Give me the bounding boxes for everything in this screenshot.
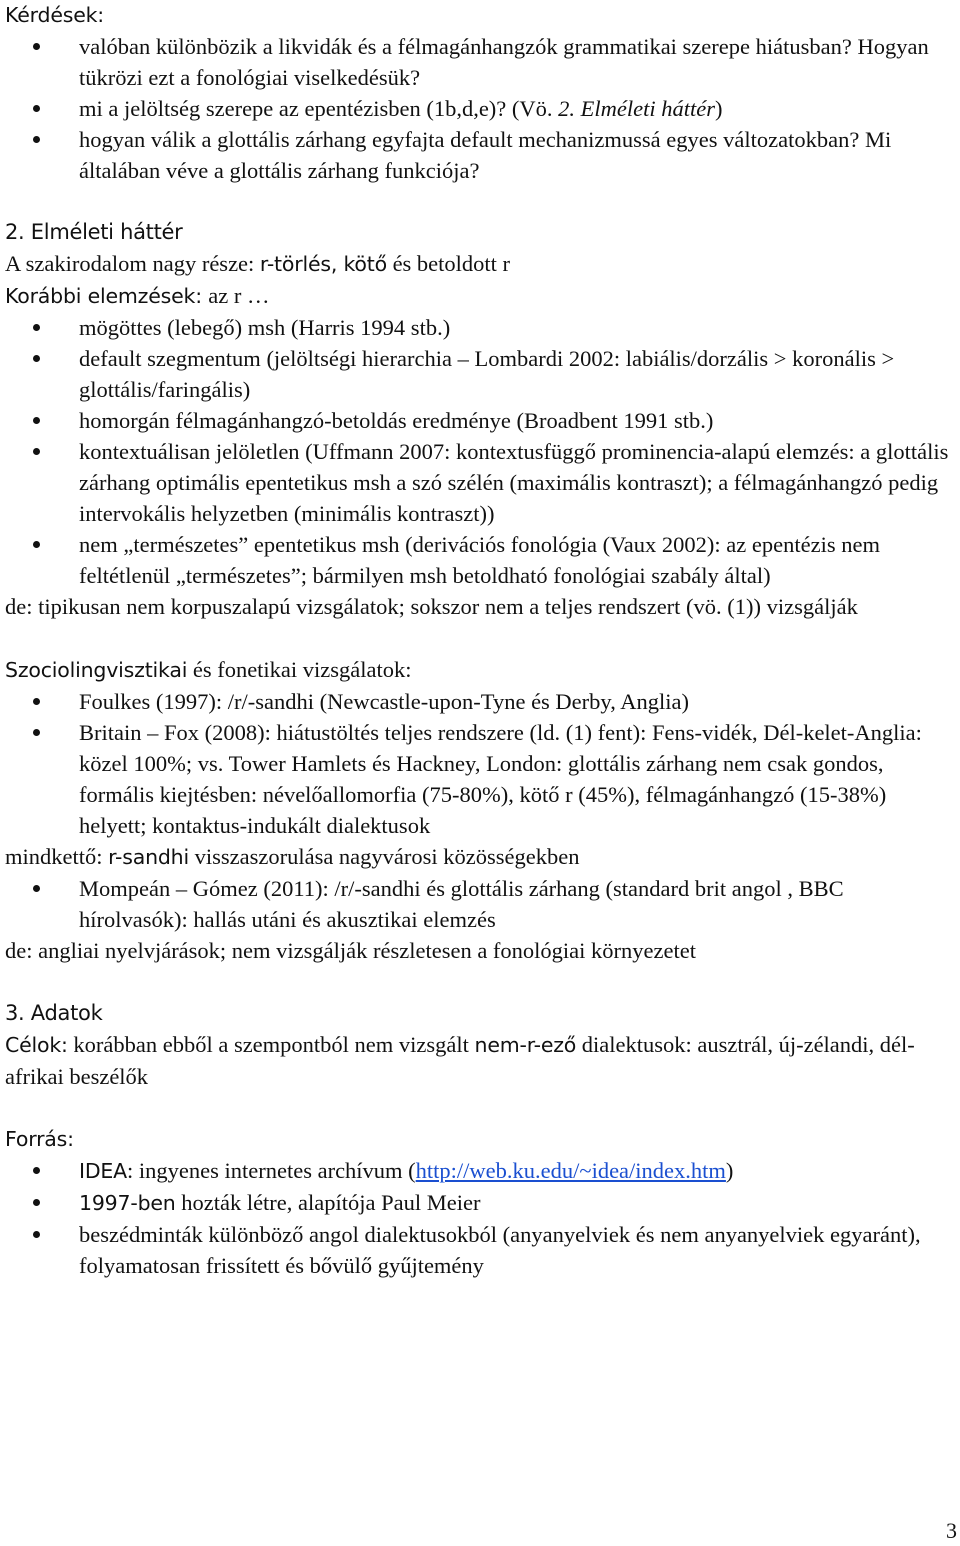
source-heading: Forrás: (5, 1127, 74, 1151)
document-page (5, 0, 953, 1281)
list-item: beszédminták különböző angol dialektusokból (anyanyelviek és nem anyanyelviek egyaránt), folyamatosan frissített és bővülő gyűjtemény (5, 1219, 953, 1281)
list-item: Foulkes (1997): /r/-sandhi (Newcastle-upon-Tyne és Derby, Anglia) (5, 686, 953, 717)
list-item-text: mi a jelöltség szerepe az epentézisben (1b,d,e)? (Vö. (79, 96, 559, 121)
section-heading: 2. Elméleti háttér (5, 220, 183, 244)
note-paragraph: de: angliai nyelvjárások; nem vizsgálják részletesen a fonológiai környezetet (5, 938, 696, 963)
list-item: IDEA: ingyenes internetes archívum (http://web.ku.edu/~idea/index.htm) (5, 1155, 953, 1187)
list-item: Mompeán – Gómez (2011): /r/-sandhi és glottális zárhang (standard brit angol , BBC hírolvasók): hallás utáni és akusztikai elemzés (5, 873, 953, 935)
list-item: hogyan válik a glottális zárhang egyfajta default mechanizmussá egyes változatokban? Mi általában véve a glottális zárhang funkciója? (5, 124, 953, 186)
socio-list-2 (5, 873, 953, 935)
paragraph: Célok: korábban ebből a szempontból nem vizsgált nem-r-ező dialektusok: ausztrál, új-zélandi, dél-afrikai beszélők (5, 1032, 915, 1089)
questions-heading: Kérdések: (5, 3, 104, 27)
section-heading: 3. Adatok (5, 1001, 103, 1025)
analysis-list (5, 312, 953, 591)
archive-link[interactable]: http://web.ku.edu/~idea/index.htm (415, 1158, 726, 1183)
list-item: mi a jelöltség szerepe az epentézisben (1b,d,e)? (Vö. 2. Elméleti háttér) (5, 93, 953, 124)
list-item: default szegmentum (jelöltségi hierarchia – Lombardi 2002: labiális/dorzális > koronális > glottális/faringális) (5, 343, 953, 405)
page-number: 3 (946, 1518, 957, 1543)
list-item: mögöttes (lebegő) msh (Harris 1994 stb.) (5, 312, 953, 343)
list-item: valóban különbözik a likvidák és a félmagánhangzók grammatikai szerepe hiátusban? Hogyan tükrözi ezt a fonológiai viselkedésük? (5, 31, 953, 93)
list-item: kontextuálisan jelöletlen (Uffmann 2007: kontextusfüggő prominencia-alapú elemzés: a glottális zárhang optimális epentetikus msh a szó szélén (maximális kontraszt); a félmagánhangzó pedig intervokális helyzetben (minimális kontraszt)) (5, 436, 953, 529)
section-reference: 2. Elméleti háttér (558, 96, 716, 121)
paragraph: A szakirodalom nagy része: r-törlés, kötő és betoldott r (5, 251, 511, 276)
source-list (5, 1155, 953, 1281)
note-paragraph: de: tipikusan nem korpuszalapú vizsgálatok; sokszor nem a teljes rendszert (vö. (1)) vizsgálják (5, 594, 858, 619)
paragraph: Korábbi elemzések: az r … (5, 283, 270, 308)
list-item: Britain – Fox (2008): hiátustöltés teljes rendszere (ld. (1) fent): Fens-vidék, Dél-kelet-Anglia: közel 100%; vs. Tower Hamlets és Hackney, London: glottális zárhang nem csak gondos, formális kiejtésben: névelőallomorfia (75-80%), kötő r (45%), félmagánhangzó (15-38%) helyett; kontaktus-indukált dialektusok (5, 717, 953, 841)
questions-list (5, 31, 953, 186)
list-item: 1997-ben hozták létre, alapítója Paul Meier (5, 1187, 953, 1219)
paragraph: mindkettő: r-sandhi visszaszorulása nagyvárosi közösségekben (5, 844, 580, 869)
list-item: nem „természetes” epentetikus msh (derivációs fonológia (Vaux 2002): az epentézis nem feltétlenül „természetes”; bármilyen msh betoldható fonológiai szabály által) (5, 529, 953, 591)
list-item: homorgán félmagánhangzó-betoldás eredménye (Broadbent 1991 stb.) (5, 405, 953, 436)
socio-list (5, 686, 953, 841)
section-subheading: Szociolingvisztikai és fonetikai vizsgálatok: (5, 657, 412, 682)
